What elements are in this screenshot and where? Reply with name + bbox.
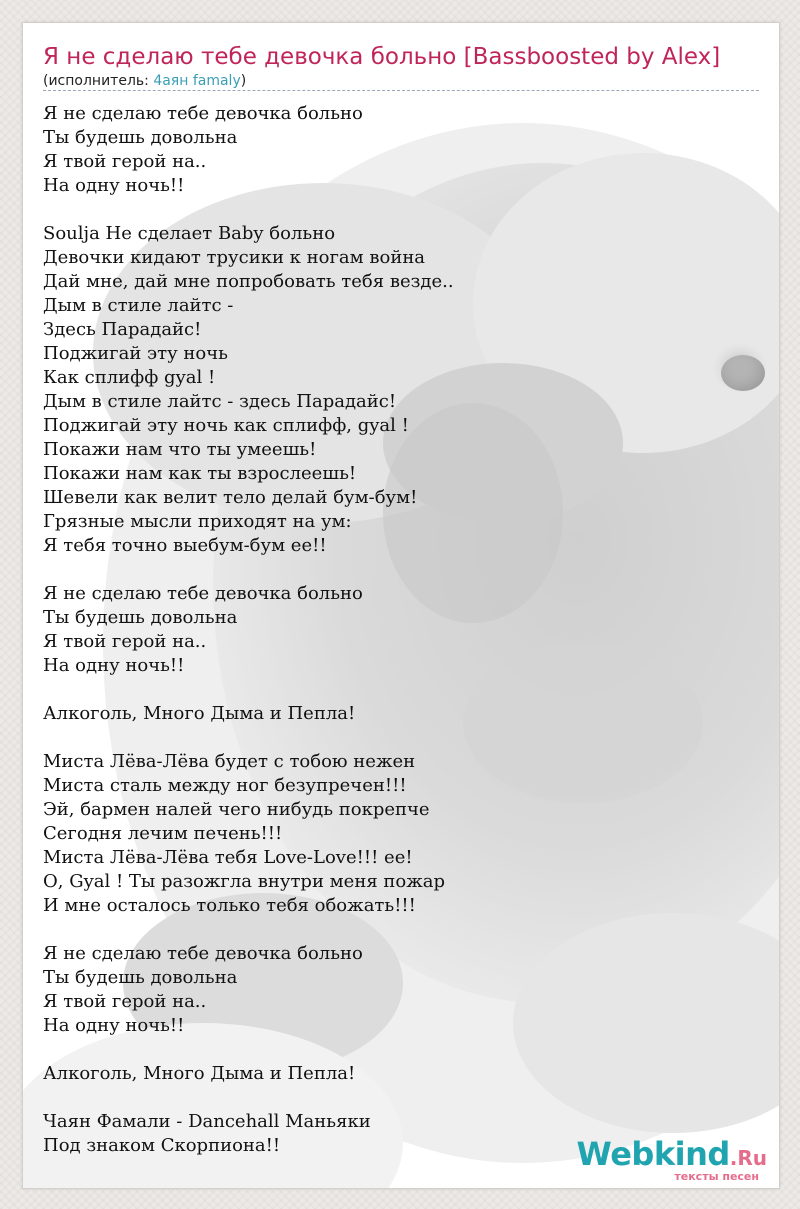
lyric-line: Soulja Не сделает Baby больно [43, 223, 336, 244]
lyric-line: Алкоголь, Много Дыма и Пепла! [43, 703, 356, 724]
lyric-line: Миста сталь между ног безупречен!!! [43, 775, 407, 796]
lyric-line: Под знаком Скорпиона!! [43, 1135, 281, 1156]
lyric-line: Поджигай эту ночь как сплифф, gyal ! [43, 415, 409, 436]
artist-suffix: ) [240, 73, 247, 89]
brand-tagline: тексты песен [674, 1170, 759, 1183]
lyric-line: На одну ночь!! [43, 655, 185, 676]
lyric-line: Грязные мысли приходят на ум: [43, 511, 352, 532]
lyric-line: Ты будешь довольна [43, 607, 238, 628]
lyrics-stanza [43, 942, 743, 1038]
webkind-watermark [575, 1136, 775, 1186]
lyric-line: Девочки кидают трусики к ногам война [43, 247, 426, 268]
lyric-line: Дым в стиле лайтс - [43, 295, 234, 316]
lyrics-stanza [43, 750, 743, 918]
lyric-line: На одну ночь!! [43, 1015, 185, 1036]
lyrics-stanza [43, 102, 743, 198]
lyrics-stanza [43, 1062, 743, 1086]
lyric-line: Я не сделаю тебе девочка больно [43, 583, 363, 604]
lyrics-stanza [43, 222, 743, 558]
lyric-line: Покажи нам как ты взрослеешь! [43, 463, 357, 484]
lyric-line: Я не сделаю тебе девочка больно [43, 943, 363, 964]
lyric-line: Покажи нам что ты умеешь! [43, 439, 317, 460]
lyric-line: Дым в стиле лайтс - здесь Парадайс! [43, 391, 397, 412]
song-title: Я не сделаю тебе девочка больно [Bassboosted by Alex] [43, 44, 721, 70]
lyrics-text [43, 102, 743, 1182]
lyric-line: Чаян Фамали - Dancehall Маньяки [43, 1111, 371, 1132]
song-header [43, 42, 763, 90]
lyric-line: Ты будешь довольна [43, 967, 238, 988]
lyric-line: Ты будешь довольна [43, 127, 238, 148]
lyric-line: Миста Лёва-Лёва будет с тобою нежен [43, 751, 416, 772]
lyrics-card [22, 22, 780, 1189]
lyric-line: Я твой герой на.. [43, 631, 207, 652]
lyric-line: Шевели как велит тело делай бум-бум! [43, 487, 418, 508]
lyric-line: Алкоголь, Много Дыма и Пепла! [43, 1063, 356, 1084]
lyric-line: Я не сделаю тебе девочка больно [43, 103, 363, 124]
lyrics-stanza [43, 582, 743, 678]
artist-link[interactable]: 4аян famaly [153, 73, 241, 89]
header-divider [43, 90, 759, 91]
lyric-line: О, Gyal ! Ты разожгла внутри меня пожар [43, 871, 446, 892]
lyric-line: Миста Лёва-Лёва тебя Love-Love!!! ее! [43, 847, 413, 868]
lyric-line: На одну ночь!! [43, 175, 185, 196]
lyric-line: Сегодня лечим печень!!! [43, 823, 283, 844]
lyric-line: Я тебя точно выебум-бум ее!! [43, 535, 327, 556]
lyric-line: Здесь Парадайс! [43, 319, 202, 340]
artist-line [43, 72, 763, 90]
lyric-line: И мне осталось только тебя обожать!!! [43, 895, 416, 916]
brand-name: Webkind [576, 1135, 730, 1173]
lyric-line: Я твой герой на.. [43, 151, 207, 172]
lyrics-stanza [43, 702, 743, 726]
brand-tld: .Ru [729, 1146, 767, 1170]
lyric-line: Поджигай эту ночь [43, 343, 228, 364]
lyric-line: Эй, бармен налей чего нибудь покрепче [43, 799, 430, 820]
lyric-line: Дай мне, дай мне попробовать тебя везде.. [43, 271, 454, 292]
lyric-line: Я твой герой на.. [43, 991, 207, 1012]
lyric-line: Как сплифф gyal ! [43, 367, 216, 388]
artist-prefix: (исполнитель: [43, 73, 154, 89]
